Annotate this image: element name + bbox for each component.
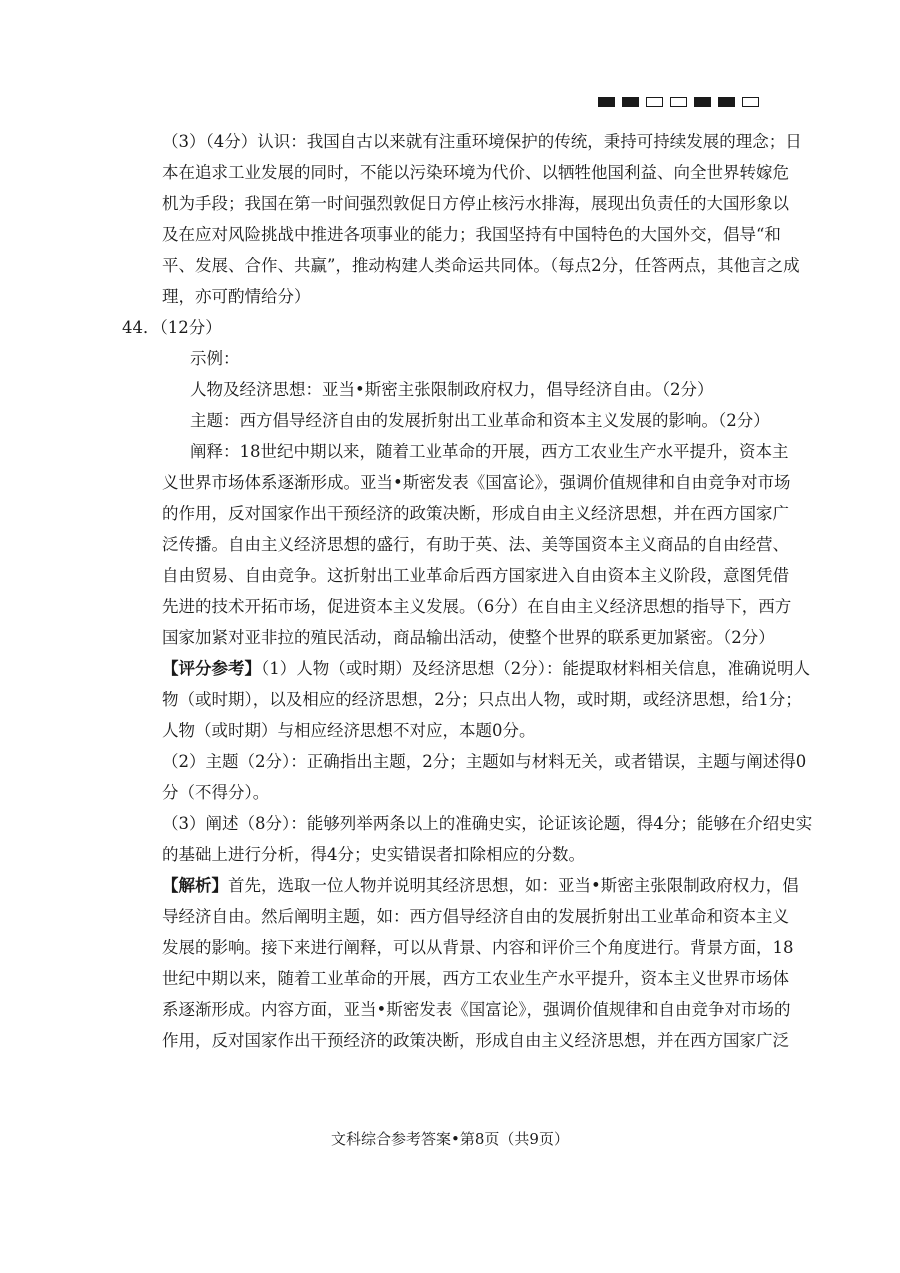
line-text: 自由贸易、自由竞争。这折射出工业革命后西方国家进入自由资本主义阶段，意图凭借 (162, 566, 789, 585)
line-text: 世纪中期以来，随着工业革命的开展，西方工农业生产水平提升，资本主义世界市场体 (162, 969, 789, 988)
line-text: 及在应对风险挑战中推进各项事业的能力；我国坚持有中国特色的大国外交，倡导“和 (162, 225, 781, 244)
header-mark (694, 97, 711, 107)
line-text: 导经济自由。然后阐明主题，如：西方倡导经济自由的发展折射出工业革命和资本主义 (162, 907, 789, 926)
document-body (122, 126, 813, 1056)
text-line (128, 343, 778, 374)
line-text: （3）（4分）认识：我国自古以来就有注重环境保护的传统，秉持可持续发展的理念；日 (162, 132, 802, 151)
header-mark (742, 97, 759, 107)
text-line (128, 653, 810, 684)
line-text: 泛传播。自由主义经济思想的盛行，有助于英、法、美等国资本主义商品的自由经营、 (162, 535, 789, 554)
text-line (128, 839, 778, 870)
section-label: 【评分参考】 (162, 659, 261, 678)
header-mark (646, 97, 663, 107)
text-line (128, 498, 789, 529)
line-text: 发展的影响。接下来进行阐释，可以从背景、内容和评价三个角度进行。背景方面，18 (162, 938, 794, 957)
line-text: 人物及经济思想：亚当•斯密主张限制政府权力，倡导经济自由。（2分） (190, 380, 714, 399)
text-line (122, 312, 778, 343)
text-line (128, 994, 791, 1025)
text-line (128, 746, 807, 777)
text-line (128, 157, 789, 188)
text-line (128, 529, 789, 560)
header-mark (598, 97, 615, 107)
line-text: 平、发展、合作、共赢”，推动构建人类命运共同体。（每点2分，任答两点，其他言之成 (162, 256, 800, 275)
line-text: 阐释：18世纪中期以来，随着工业革命的开展，西方工农业生产水平提升，资本主 (190, 442, 789, 461)
line-text: 的基础上进行分析，得4分；史实错误者扣除相应的分数。 (162, 845, 585, 864)
line-text: 国家加紧对亚非拉的殖民活动，商品输出活动，使整个世界的联系更加紧密。（2分） (162, 628, 775, 647)
header-mark (622, 97, 639, 107)
header-mark (718, 97, 735, 107)
line-text: 本在追求工业发展的同时，不能以污染环境为代价、以牺牲他国利益、向全世界转嫁危 (162, 163, 789, 182)
line-text: （2）主题（2分）：正确指出主题，2分；主题如与材料无关，或者错误，主题与阐述得0 (162, 752, 807, 771)
text-line (128, 591, 792, 622)
text-line (128, 963, 789, 994)
text-line (128, 405, 778, 436)
line-text: 作用，反对国家作出干预经济的政策决断，形成自由主义经济思想，并在西方国家广泛 (162, 1031, 789, 1050)
text-line (128, 808, 813, 839)
header-mark (670, 97, 687, 107)
text-line (128, 622, 778, 653)
line-text: 人物（或时期）与相应经济思想不对应，本题0分。 (162, 721, 536, 740)
line-text: 系逐渐形成。内容方面，亚当•斯密发表《国富论》，强调价值规律和自由竞争对市场的 (162, 1000, 791, 1019)
line-text: 44．（12分） (122, 318, 222, 337)
line-text: 的作用，反对国家作出干预经济的政策决断，形成自由主义经济思想，并在西方国家广 (162, 504, 789, 523)
header-marks (598, 97, 759, 107)
text-line (128, 932, 794, 963)
text-line (128, 560, 789, 591)
text-line (128, 126, 802, 157)
line-text: 物（或时期），以及相应的经济思想，2分；只点出人物，或时期，或经济思想，给1分； (162, 690, 802, 709)
text-line (128, 715, 778, 746)
text-line (128, 1025, 789, 1056)
text-line (128, 281, 778, 312)
line-text: 义世界市场体系逐渐形成。亚当•斯密发表《国富论》，强调价值规律和自由竞争对市场 (162, 473, 791, 492)
line-text: （3）阐述（8分）：能够列举两条以上的准确史实，论证该论题，得4分；能够在介绍史实 (162, 814, 813, 833)
text-line (128, 374, 778, 405)
line-text: 示例： (190, 349, 240, 368)
line-text: （1）人物（或时期）及经济思想（2分）：能提取材料相关信息，准确说明人 (261, 659, 810, 678)
line-text: 理，亦可酌情给分） (162, 287, 311, 306)
text-line (128, 684, 802, 715)
page-footer: 文科综合参考答案•第8页（共9页） (331, 1130, 569, 1148)
line-text: 首先，选取一位人物并说明其经济思想，如：亚当•斯密主张限制政府权力，倡 (228, 876, 799, 895)
text-line (128, 870, 799, 901)
text-line (128, 250, 800, 281)
text-line (128, 467, 791, 498)
line-text: 先进的技术开拓市场，促进资本主义发展。（6分）在自由主义经济思想的指导下，西方 (162, 597, 792, 616)
line-text: 主题：西方倡导经济自由的发展折射出工业革命和资本主义发展的影响。（2分） (190, 411, 770, 430)
section-label: 【解析】 (162, 876, 228, 895)
text-line (128, 777, 778, 808)
text-line (128, 901, 789, 932)
text-line (128, 436, 789, 467)
line-text: 分（不得分）。 (162, 783, 270, 802)
text-line (128, 219, 781, 250)
text-line (128, 188, 789, 219)
line-text: 机为手段；我国在第一时间强烈敦促日方停止核污水排海，展现出负责任的大国形象以 (162, 194, 789, 213)
